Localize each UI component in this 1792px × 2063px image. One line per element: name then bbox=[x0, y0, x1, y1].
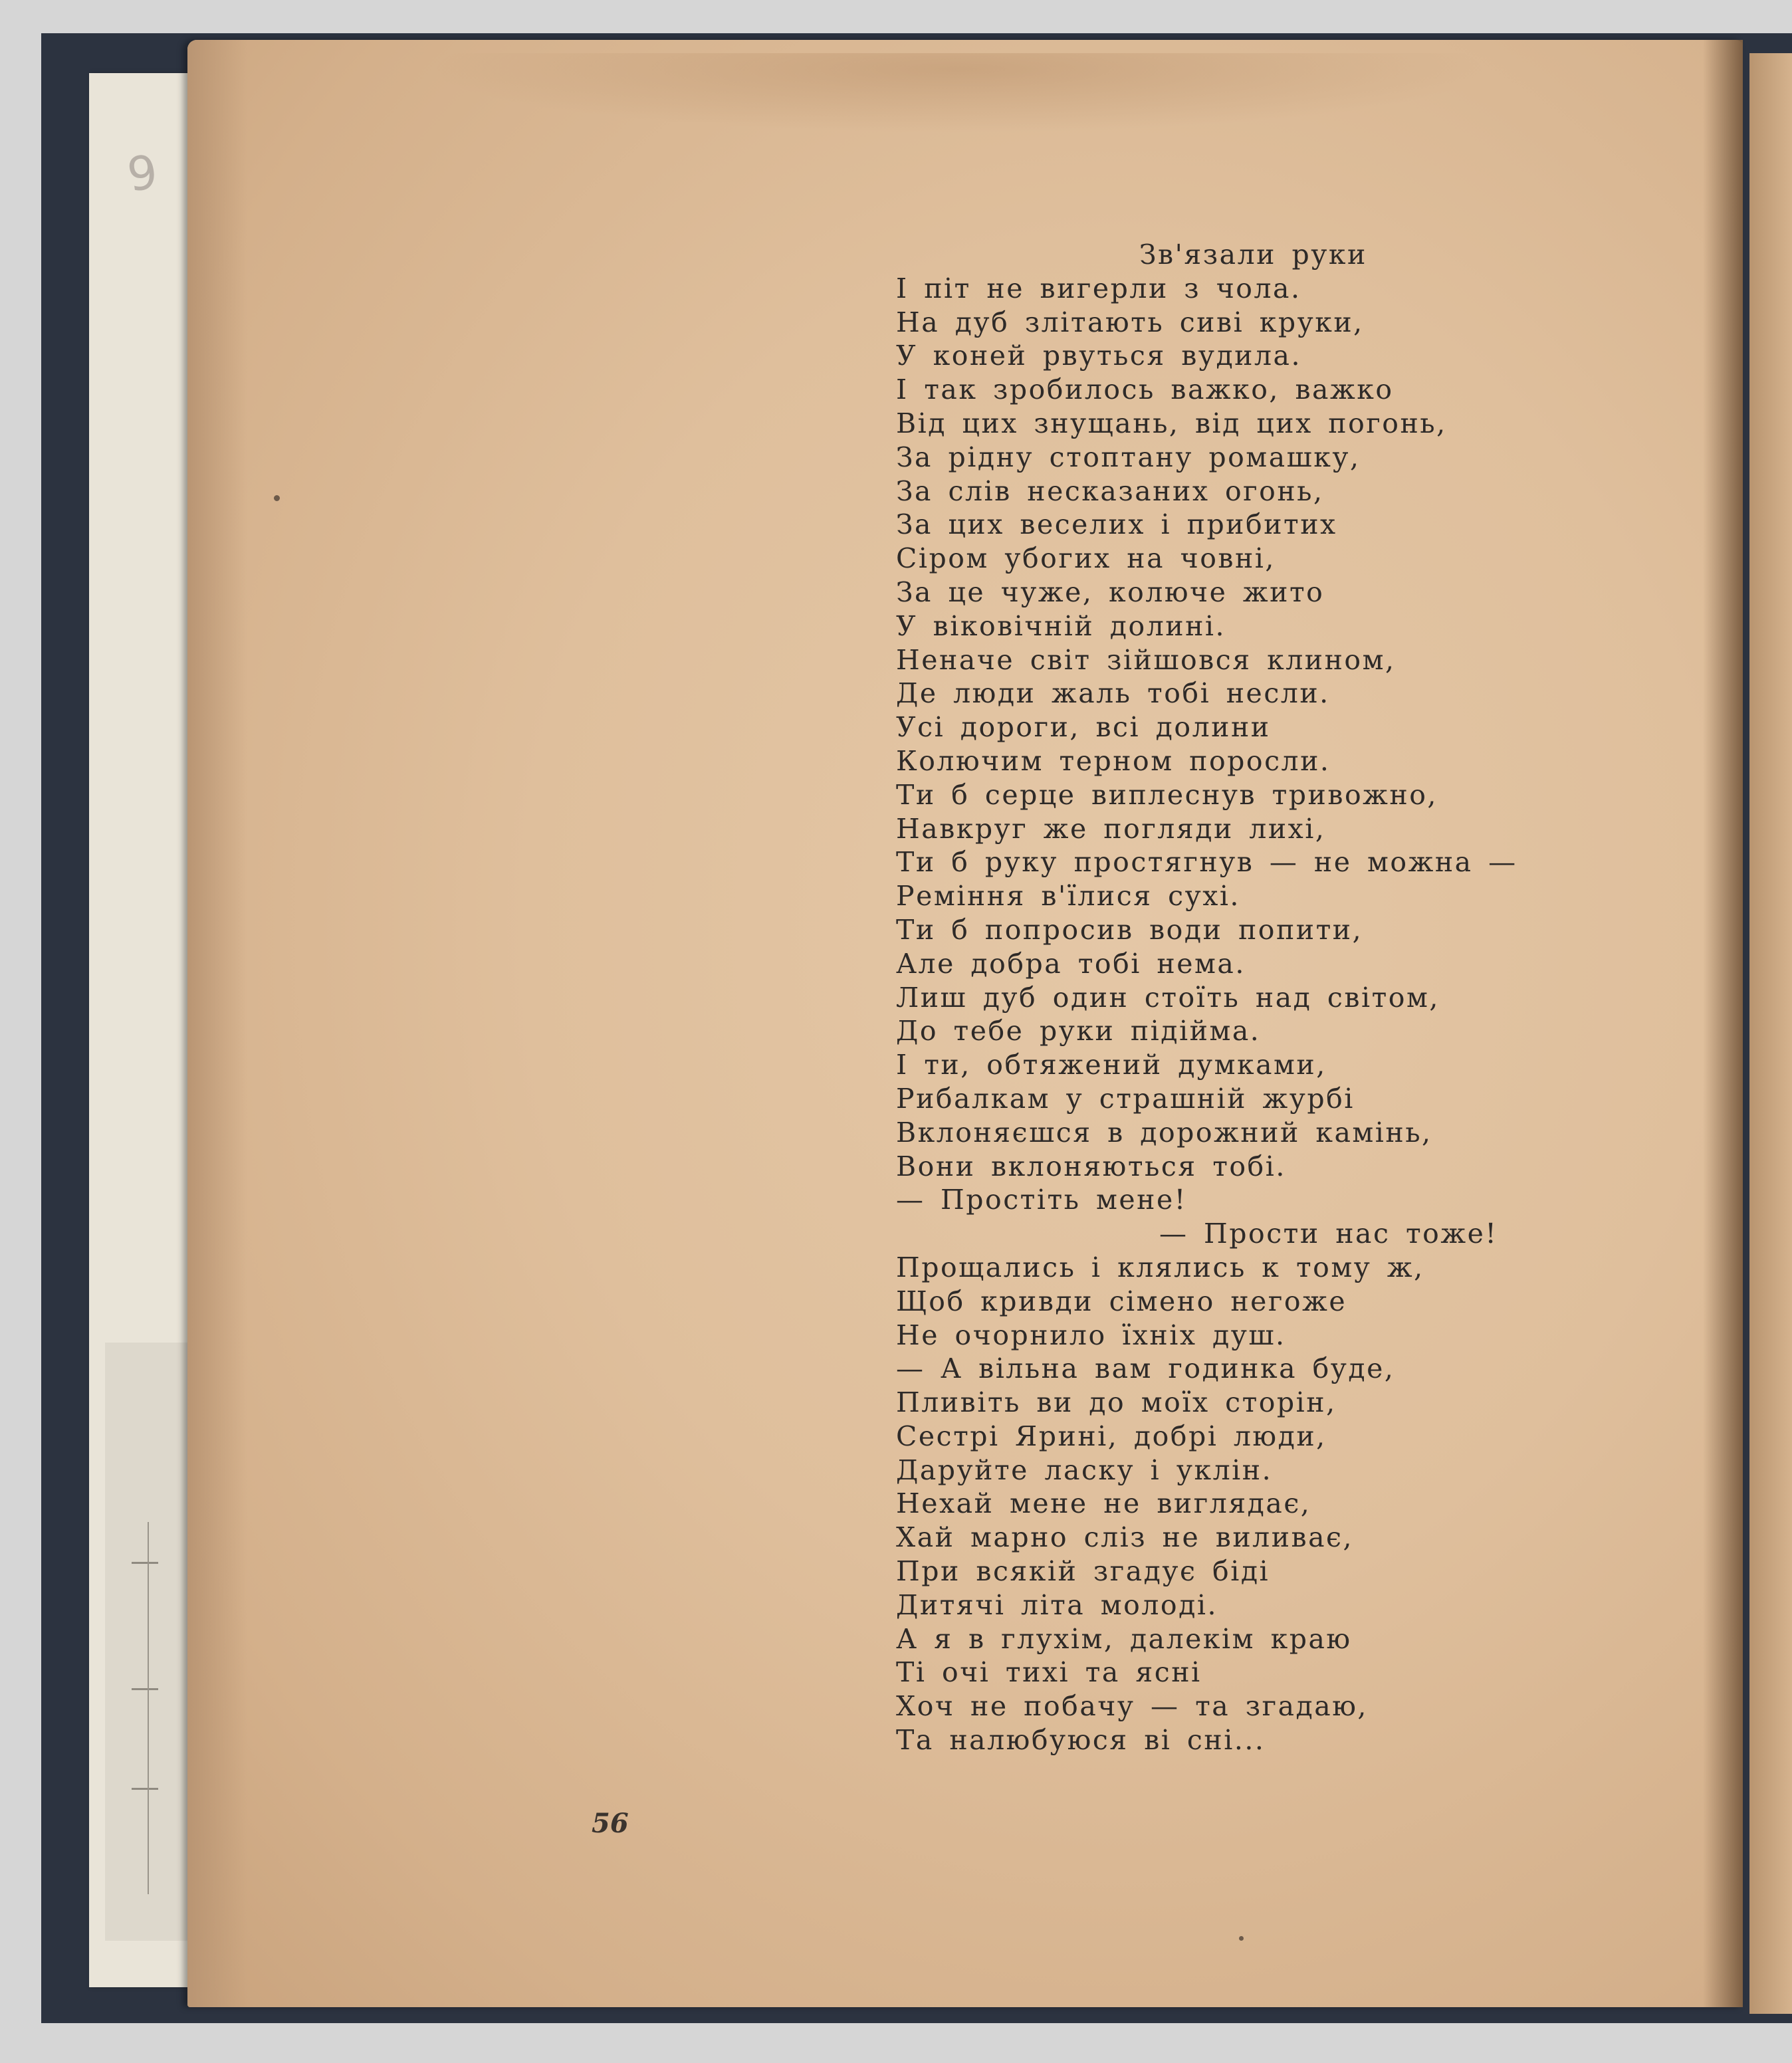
poem-line: Та налюбуюся ві сні... bbox=[896, 1724, 1266, 1757]
poem-line: Лиш дуб один стоїть над світом, bbox=[896, 981, 1440, 1014]
poem-line: На дуб злітають сиві круки, bbox=[896, 306, 1364, 338]
poem-text bbox=[896, 238, 1517, 1757]
poem-line: Неначе світ зійшовся клином, bbox=[896, 643, 1396, 676]
poem-line: Дитячі літа молоді. bbox=[896, 1588, 1218, 1621]
poem-line: Ти б руку простягнув — не можна — bbox=[896, 846, 1517, 879]
poem-line: Хай марно сліз не виливає, bbox=[896, 1521, 1354, 1554]
poem-line: Ті очі тихі та ясні bbox=[896, 1656, 1202, 1689]
poem-line: Пливіть ви до моїх сторін, bbox=[896, 1386, 1337, 1419]
poem-line: Від цих знущань, від цих погонь, bbox=[896, 407, 1447, 439]
page-stain bbox=[427, 53, 1490, 133]
poem-line: Рибалкам у страшній журбі bbox=[896, 1082, 1355, 1115]
poem-line: — А вільна вам годинка буде, bbox=[896, 1353, 1395, 1385]
poem-line: До тебе руки підійма. bbox=[896, 1015, 1261, 1047]
poem-line: — Простіть мене! bbox=[896, 1184, 1187, 1216]
book-scan bbox=[41, 33, 1792, 2023]
facing-page-edge bbox=[1749, 53, 1792, 2014]
poem-line: І ти, обтяжений думками, bbox=[896, 1049, 1327, 1081]
poem-line: Нехай мене не виглядає, bbox=[896, 1487, 1311, 1520]
poem-line: Але добра тобі нема. bbox=[896, 947, 1246, 980]
poem-line: Прощались і клялись к тому ж, bbox=[896, 1251, 1424, 1283]
ruler-line bbox=[148, 1522, 149, 1894]
poem-line: Навкруг же погляди лихі, bbox=[896, 812, 1326, 845]
poem-line: Вклоняєшся в дорожний камінь, bbox=[896, 1116, 1432, 1148]
page-gutter bbox=[1703, 40, 1743, 2007]
poem-line: При всякій згадує біді bbox=[896, 1555, 1270, 1588]
book-page bbox=[187, 40, 1743, 2007]
poem-line: Колючим терном поросли. bbox=[896, 744, 1331, 777]
poem-line: Сестрі Ярині, добрі люди, bbox=[896, 1420, 1327, 1452]
poem-line: У коней рвуться вудила. bbox=[896, 340, 1302, 372]
poem-line: І так зробилось важко, важко bbox=[896, 374, 1394, 406]
page-number: 56 bbox=[592, 1808, 629, 1839]
poem-line: Де люди жаль тобі несли. bbox=[896, 677, 1330, 710]
poem-line: — Прости нас тоже! bbox=[1159, 1218, 1498, 1250]
poem-line: Не очорнило їхніх душ. bbox=[896, 1319, 1286, 1351]
poem-line: Ти б попросив води попити, bbox=[896, 913, 1363, 946]
poem-line: А я в глухім, далекім краю bbox=[896, 1622, 1352, 1655]
poem-line: Вони вклоняються тобі. bbox=[896, 1150, 1286, 1182]
poem-line: Ти б серце виплеснув тривожно, bbox=[896, 778, 1438, 811]
ruler-tick bbox=[132, 1788, 158, 1790]
poem-line: За цих веселих і прибитих bbox=[896, 508, 1337, 541]
poem-line: Хоч не побачу — та згадаю, bbox=[896, 1690, 1368, 1723]
poem-line: Реміння в'їлися сухі. bbox=[896, 880, 1240, 913]
poem-line: За рідну стоптану ромашку, bbox=[896, 441, 1361, 473]
ruler-tick bbox=[132, 1562, 158, 1564]
poem-line: За це чуже, колюче жито bbox=[896, 576, 1325, 608]
poem-line: У віковічній долині. bbox=[896, 609, 1226, 642]
paper-speck bbox=[274, 495, 280, 501]
page-edge bbox=[187, 40, 247, 2007]
poem-line: Сіром убогих на човні, bbox=[896, 542, 1276, 575]
poem-line: За слів несказаних огонь, bbox=[896, 475, 1324, 507]
poem-line: Зв'язали руки bbox=[1139, 239, 1367, 271]
paper-speck bbox=[1239, 1936, 1244, 1941]
pencil-mark: 9 bbox=[124, 144, 162, 203]
poem-line: Щоб кривди сімено негоже bbox=[896, 1285, 1347, 1317]
poem-line: Даруйте ласку і уклін. bbox=[896, 1454, 1273, 1486]
ruler-tick bbox=[132, 1688, 158, 1690]
poem-line: Усі дороги, всі долини bbox=[896, 711, 1271, 744]
poem-line: І піт не вигерли з чола. bbox=[896, 272, 1301, 304]
